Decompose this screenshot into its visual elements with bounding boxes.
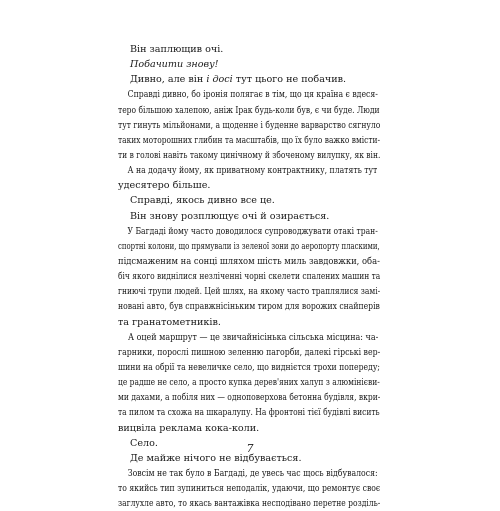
text-line [118,118,381,133]
text-segment: це радше не село, а просто купка дерев'яних халуп з алюмінієви- [118,377,380,389]
text-segment: А на додачу йому, як приватному контрактнику, платять тут [127,165,378,177]
text-line [118,496,381,511]
page-number: 7 [246,442,254,455]
text-segment: Село. [130,437,158,449]
text-segment: Він знову розплющує очі й озирається. [130,210,330,222]
text-segment: Він заплющив очі. [130,44,224,55]
text-segment: вицвіла реклама кока-коли. [118,422,260,434]
text-line [118,193,380,208]
text-segment: заглухле авто, то якась вантажівка несподівано перетне розділь- [118,498,381,510]
text-line [118,254,380,269]
text-segment: ми дахами, а побіля них — одноповерхова бетонна будівля, вкри- [118,392,381,404]
text-line [118,466,378,481]
text-segment: У Багдаді йому часто доводилося супроводжувати отакі тран- [127,225,378,237]
text-line [118,299,380,314]
text-segment: шини на обрії та невеличке село, що виднієтся трохи попереду; [118,361,381,373]
text-line [118,345,381,360]
text-line [118,360,381,375]
italic-text: Побачити знову! [130,59,219,71]
text-segment: гарники, порослі пишною зеленню пагорби, далекі гірські вер- [118,346,381,358]
text-line [118,133,380,148]
text-segment: Зовсім не так було в Багдаді, де увесь час щось відбувалося: [127,467,378,479]
text-line [118,57,380,72]
text-segment: спортні колони, що прямували із зеленої зони до аеропорту плаcкими, [118,240,380,252]
text-segment: ти в голові навіть такому цинічному й збоченому вилупку, як він. [118,149,381,161]
text-line [118,87,378,102]
text-segment: новані авто, був справжнісіньким тиром для ворожих снайперів [118,301,380,313]
text-line [118,72,380,87]
text-segment: удесятеро більше. [118,180,211,192]
text-line [118,330,379,345]
text-line [118,224,378,239]
body-text [118,42,380,511]
text-line [118,284,381,299]
text-line [118,209,380,224]
text-segment: Дивно, але він [130,74,207,86]
text-segment: таких моторошних глибин та масштабів, що їх було важко вмісти- [118,134,380,146]
text-segment: то якийсь тип зупиниться неподалік, удаючи, що ремонтує своє [118,483,381,495]
text-segment: тут цього не побачив. [232,74,347,86]
text-line [118,315,380,330]
text-segment: Де майже нічого не відбувається. [130,452,302,464]
text-line [118,390,381,405]
text-segment: Справді дивно, бо іронія полягає в тім, що ця країна є вдеся- [127,89,378,101]
text-line [118,239,380,254]
text-line [118,103,380,118]
text-line [118,42,380,57]
text-line [118,481,381,496]
text-segment: підсмаженим на сонці шляхом шість миль завдовжки, оба- [118,255,380,267]
text-segment: та гранатометників. [118,316,221,328]
text-line [118,163,378,178]
text-segment: А оцей маршрут — це звичайнісінька сільська місцина: ча- [127,331,379,343]
text-segment: тут гинуть мільйонами, а щоденне і буденне варварство сягнуло [118,119,381,131]
text-line [118,178,380,193]
text-segment: гниючі трупи людей. Цей шлях, на якому часто траплялися замі- [118,286,381,298]
italic-text: і досі [206,74,233,86]
text-segment: біч якого виднілися незліченні чорні скелети спалених машин та [118,271,381,283]
text-line [118,375,380,390]
text-line [118,148,381,163]
text-line [118,405,380,420]
text-segment: Справді, якось дивно все це. [130,195,275,207]
text-line [118,421,380,436]
text-segment: та пилом та схожа на шкаралупу. На фронтоні тієї будівлі висить [118,407,380,419]
text-segment: теро більшою халепою, аніж Ірак будь-коли був, є чи буде. Люди [118,104,380,116]
text-line [118,269,381,284]
